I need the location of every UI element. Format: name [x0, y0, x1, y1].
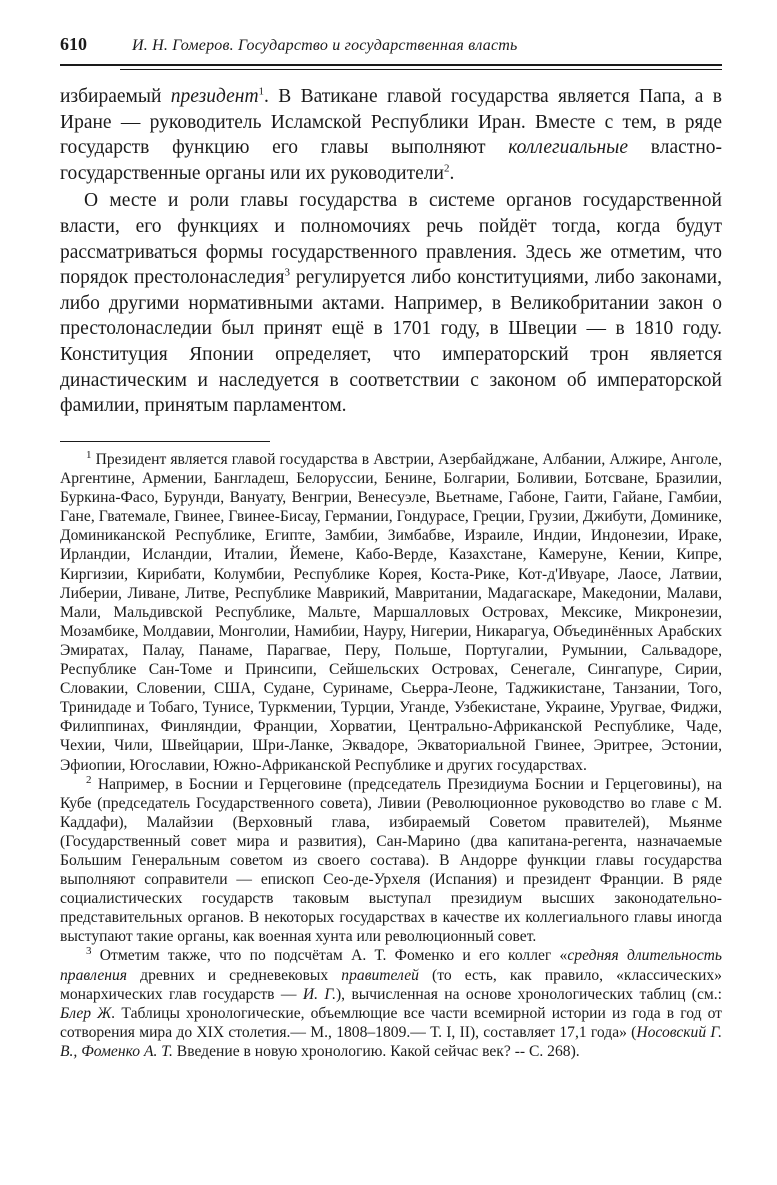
footnote-text: Например, в Боснии и Герцеговине (председатель Президиума Боснии и Герцеговины), на Кубе (председатель Государственного совета), Ливии (Революционное руководство во главе с М. Каддафи), Малайзии (Верховный глава, избираемый Советом правителей), Мьянме (Государственный совет мира и развития), Сан-Марино (два капитана-регента, назначаемые Большим Генеральным советом из своего состава). В Андорре функции главы государства выполняют соправители — епископ Сео-де-Урхеля (Испания) и президент Франции. В ряде социалистических государств таковым выступал президиум высших законодательно-представительных органов. В некоторых государствах в качестве их коллегиального главы иногда выступают такие органы, как военная хунта или революционный совет. [60, 775, 722, 946]
emphasis-collegial: коллегиальные [508, 137, 629, 159]
footnote-ref-3: 3 [284, 266, 290, 279]
footnote-mark: 2 [86, 773, 92, 786]
footnote-ref-1: 1 [258, 85, 265, 98]
emphasis-term: правителей [341, 966, 419, 984]
emphasis-president: президент [170, 86, 259, 107]
text-run: . [449, 162, 455, 184]
header-rule-thin [120, 69, 722, 70]
footnote-text: (то есть, как правило, «классических» монархических глав государств — [60, 966, 722, 1003]
page-number: 610 [60, 34, 87, 54]
text-run: О месте и роли главы государства в системе органов государственной власти, его функциях и полномочиях речь пойдёт тогда, когда будут рассматриваться формы государственного правления. Здесь же отметим, что порядок престолонаследия [60, 190, 722, 289]
author-name: Носовский Г. В., Фоменко А. Т. [60, 1023, 722, 1060]
running-head [60, 34, 722, 55]
emphasis-term: средняя длительность правления [60, 947, 722, 984]
footnote-separator [60, 441, 270, 442]
footnote-mark: 1 [86, 448, 92, 461]
running-title: И. Н. Гомеров. Государство и государственная власть [132, 37, 518, 54]
paragraph-1 [60, 84, 722, 186]
footnote-text: Введение в новую хронологию. Какой сейчас век? -- С. 268). [172, 1042, 580, 1060]
footnote-text: Президент является главой государства в Австрии, Азербайджане, Албании, Алжире, Анголе, Аргентине, Армении, Бангладеш, Белоруссии, Бенине, Болгарии, Боливии, Ботсване, Бразилии, Буркина-Фасо, Бурунди, Вануату, Венгрии, Венесуэле, Вьетнаме, Габоне, Гаити, Гайане, Гамбии, Гане, Гватемале, Гвинее, Гвинее-Бисау, Германии, Гондурасе, Греции, Грузии, Джибути, Доминике, Доминиканской Республике, Египте, Замбии, Зимбабве, Израиле, Индии, Индонезии, Ираке, Ирландии, Исландии, Италии, Йемене, Кабо-Верде, Казахстане, Камеруне, Кении, Кипре, Киргизии, Кирибати, Колумбии, Республике Корея, Коста-Рике, Кот-д'Ивуаре, Лаосе, Латвии, Либерии, Ливане, Литве, Республике Маврикий, Мавритании, Мадагаскаре, Македонии, Малави, Мали, Мальдивской Республике, Мальте, Маршалловых Островах, Мексике, Микронезии, Мозамбике, Молдавии, Монголии, Намибии, Науру, Нигерии, Никарагуа, Объединённых Арабских Эмиратах, Палау, Панаме, Парагвае, Перу, Польше, Португалии, Румынии, Сальвадоре, Республике Сан-Томе и Принсипи, Сейшельских Островах, Сенегале, Сингапуре, Сирии, Словакии, Словении, США, Судане, Суринаме, Сьерра-Леоне, Таджикистане, Танзании, Того, Тринидаде и Тобаго, Тунисе, Туркмении, Турции, Уганде, Узбекистане, Украине, Уругвае, Фиджи, Филиппинах, Финляндии, Франции, Хорватии, Центрально-Африканской Республике, Чаде, Чехии, Чили, Швейцарии, Шри-Ланке, Эквадоре, Экваториальной Гвинее, Эритрее, Эстонии, Эфиопии, Югославии, Южно-Африканской Республике и других государствах. [60, 451, 722, 774]
text-run: избираемый [60, 86, 171, 107]
footnote-text: ), вычисленная на основе хронологических таблиц (см.: [335, 985, 722, 1003]
text-run: . В Ватикане главой государства является Папа, а в Иране — руководитель Исламской Республики Иран. Вместе с тем, в ряде государств функцию его главы выполняют [60, 86, 722, 159]
footnotes [60, 450, 722, 1061]
footnote-3 [60, 946, 722, 1061]
text-run: властно-государственные органы или их руководители [60, 137, 722, 184]
footnote-mark: 3 [86, 945, 92, 958]
footnote-text: Отметим также, что по подсчётам А. Т. Фоменко и его коллег « [91, 947, 568, 965]
footnote-2 [60, 775, 722, 947]
author-initials: И. Г. [302, 985, 336, 1003]
footnote-text: Таблицы хронологические, объемлющие все части всемирной истории из года в год от сотворения мира до XIX столетия.— М., 1808–1809.— Т. I, II), составляет 17,1 года» ( [60, 1004, 722, 1041]
paragraph-2 [60, 188, 722, 418]
header-rule [60, 64, 722, 66]
main-text [60, 84, 722, 419]
footnote-text: древних и средневековых [127, 966, 342, 984]
footnote-ref-2: 2 [443, 162, 450, 175]
text-run: регулируется либо конституциями, либо законами, либо другими нормативными актами. Например, в Великобритании закон о престолонаследии был принят ещё в 1701 году, в Швеции — в 1810 году. Конституция Японии определяет, что императорский трон является династическим и наследуется в соответствии с законом об императорской фамилии, принятым парламентом. [60, 267, 722, 417]
author-name: Блер Ж. [60, 1004, 116, 1022]
footnote-1 [60, 450, 722, 775]
